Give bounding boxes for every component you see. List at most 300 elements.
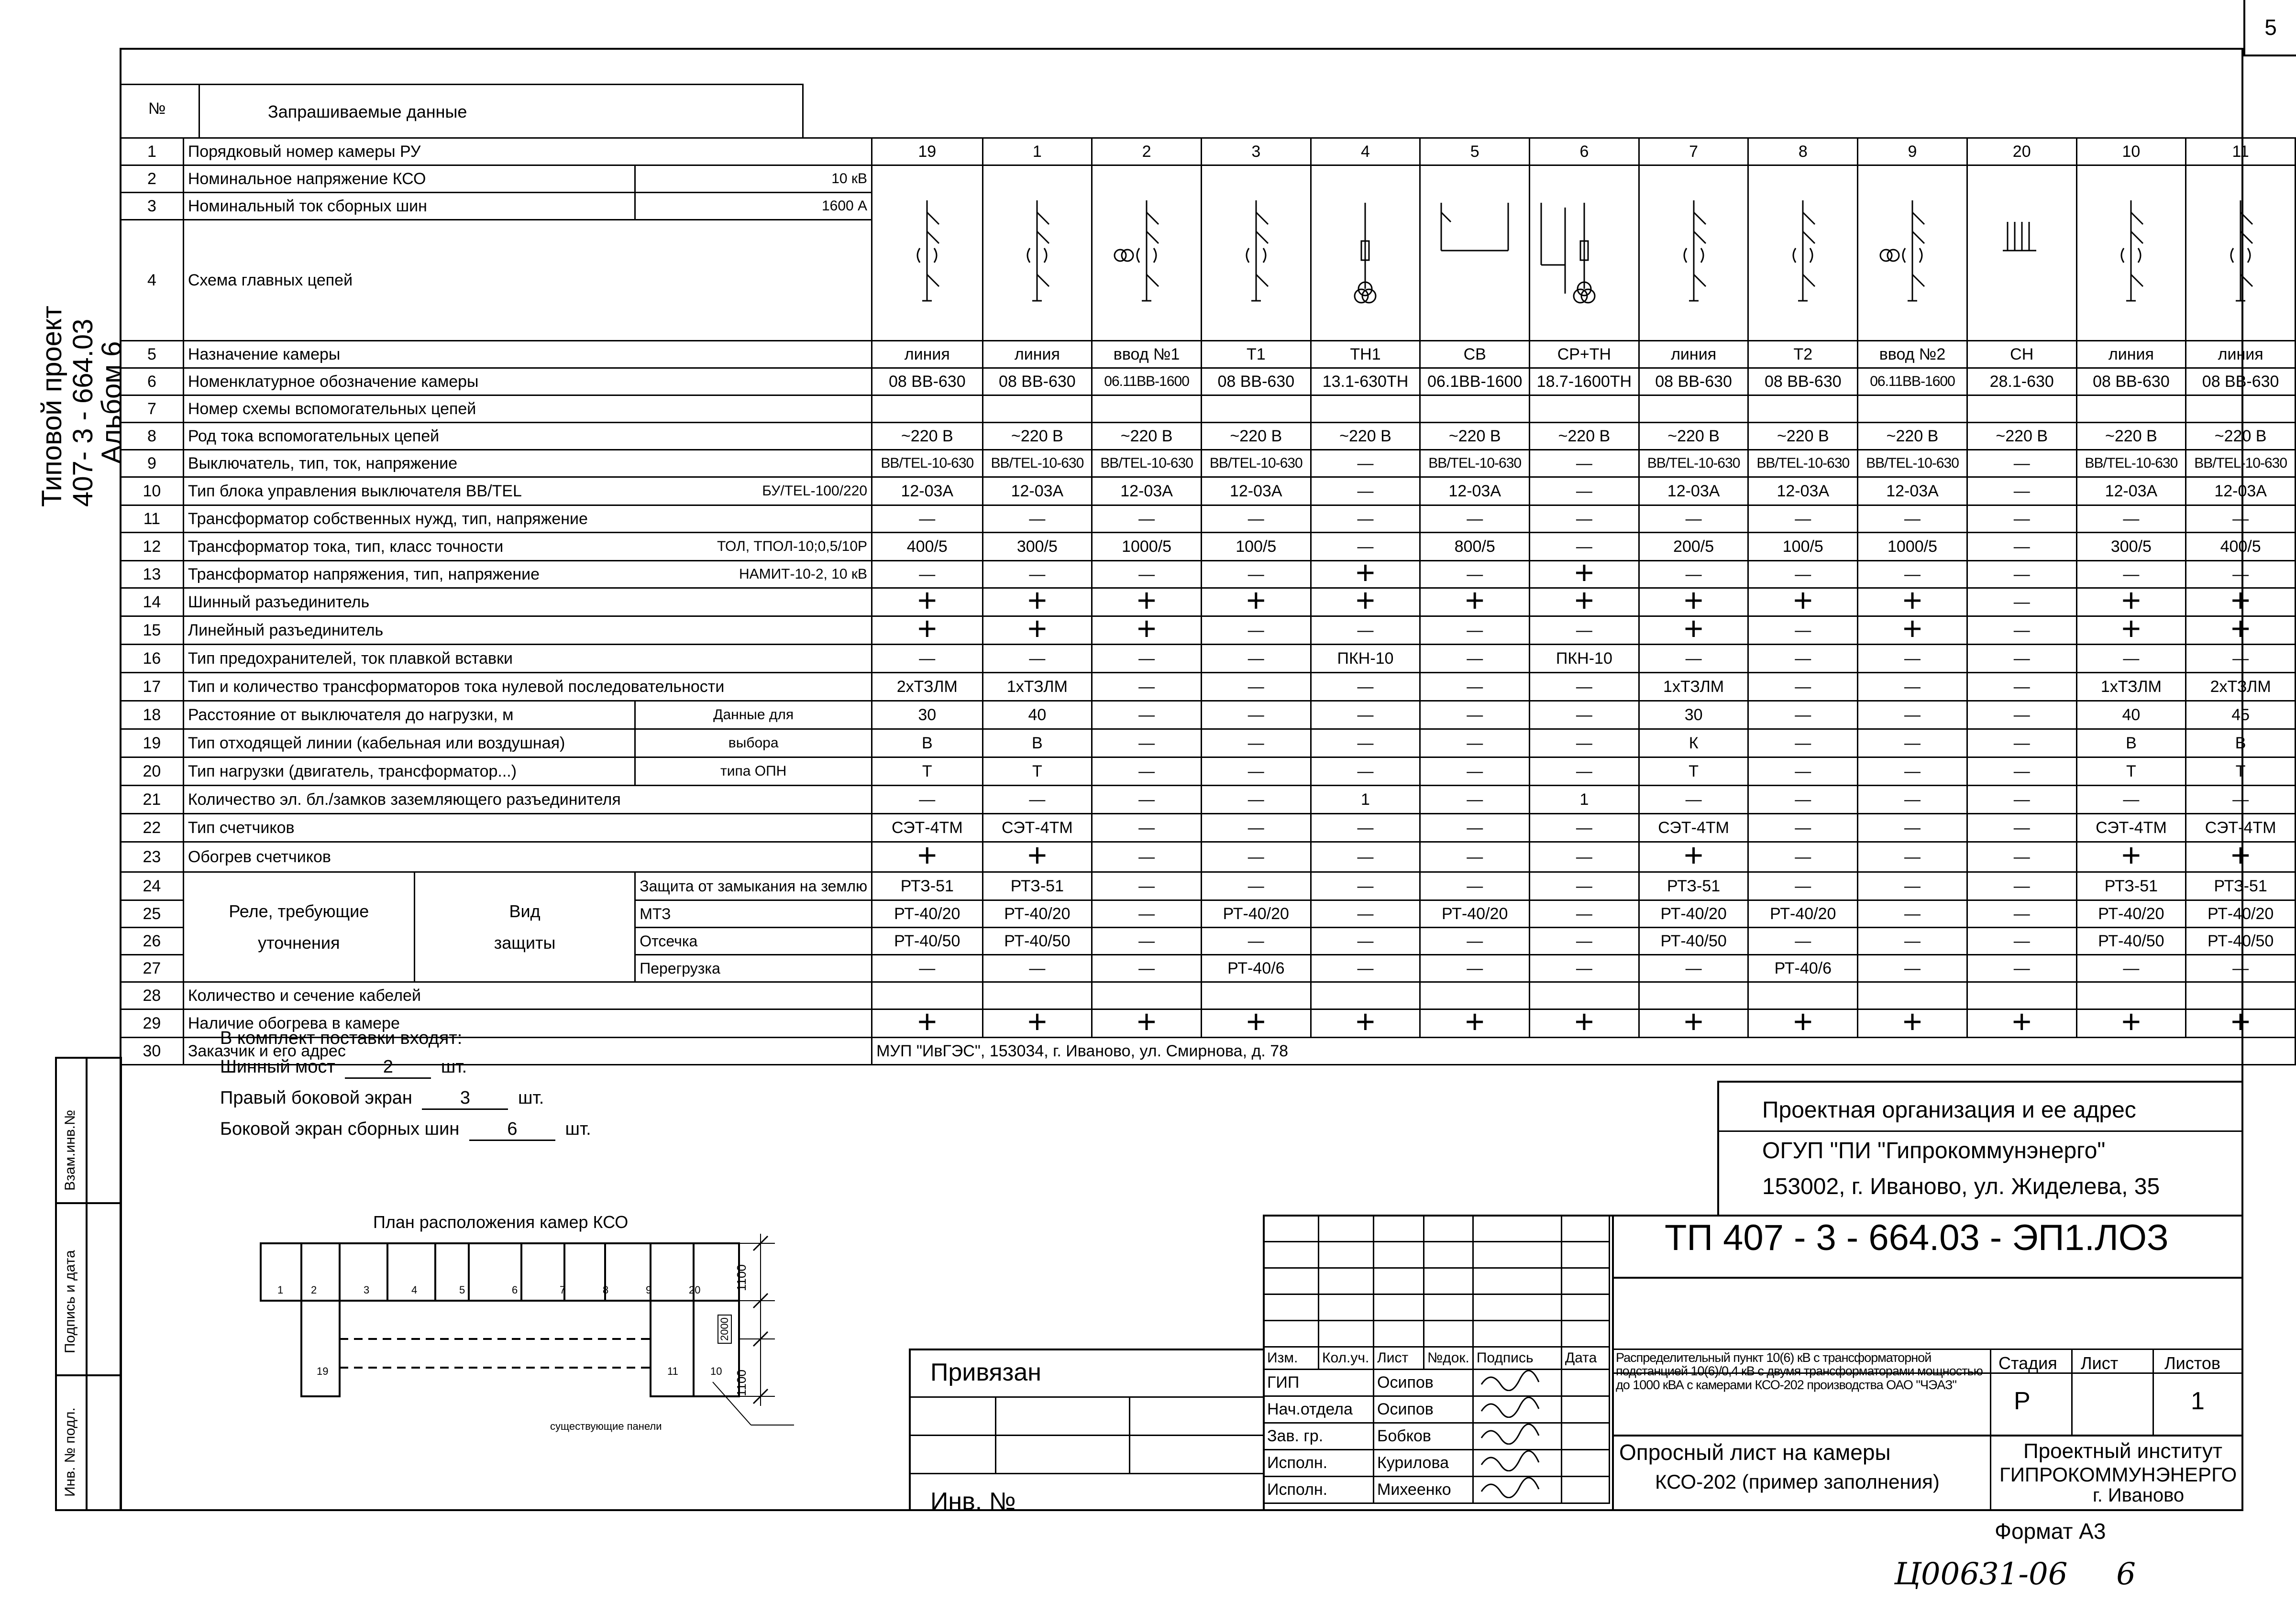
- cell-value: +: [2186, 588, 2296, 616]
- plan-cell-label: 9: [646, 1284, 652, 1296]
- table-row: [121, 341, 2296, 368]
- cell-value: [1748, 982, 1858, 1009]
- cell-value: ВВ/TEL-10-630: [1639, 450, 1748, 477]
- cell-value: 300/5: [982, 533, 1092, 561]
- row-number: 19: [121, 729, 184, 757]
- stamp-signature: [1473, 1370, 1561, 1396]
- stamp-role: Нач.отдела: [1264, 1396, 1374, 1423]
- cell-value: —: [1311, 814, 1420, 842]
- cell-value: ~220 В: [982, 423, 1092, 450]
- scheme-cell: [1311, 165, 1420, 341]
- cell-value: —: [872, 505, 982, 533]
- table-row: [121, 842, 2296, 872]
- cell-value: 12-03А: [1092, 477, 1202, 505]
- cell-value: —: [1420, 814, 1530, 842]
- cell-value: 08 ВВ-630: [1748, 368, 1858, 395]
- cell-value: —: [1639, 786, 1748, 814]
- table-row: [121, 423, 2296, 450]
- cell-value: 06.1ВВ-1600: [1420, 368, 1530, 395]
- cell-value: —: [1092, 955, 1202, 982]
- cell-value: —: [1858, 645, 1967, 673]
- cell-value: +: [1967, 1009, 2076, 1038]
- cell-value: +: [1201, 1009, 1311, 1038]
- stamp-name: Михеенко: [1374, 1477, 1473, 1503]
- plan-dim-2: 2000: [718, 1315, 732, 1344]
- cell-value: ВВ/TEL-10-630: [1092, 450, 1202, 477]
- scheme-cell: [1201, 165, 1311, 341]
- cell-value: —: [1201, 616, 1311, 645]
- cell-value: —: [1311, 673, 1420, 701]
- cell-value: —: [1420, 616, 1530, 645]
- cell-value: —: [2076, 786, 2186, 814]
- plan-cell-label: 5: [459, 1284, 465, 1296]
- cell-value: 18.7-1600ТН: [1530, 368, 1639, 395]
- stamp-col-header: Кол.уч.: [1319, 1347, 1374, 1370]
- cell-value: линия: [872, 341, 982, 368]
- kit-label: Боковой экран сборных шин: [220, 1119, 460, 1139]
- plan-cell-label: 1: [277, 1284, 284, 1296]
- stamp-role: Зав. гр.: [1264, 1423, 1374, 1450]
- cell-value: —: [1967, 842, 2076, 872]
- cell-value: Т: [1639, 757, 1748, 786]
- cell-value: 1хТЗЛМ: [982, 673, 1092, 701]
- cell-value: —: [1530, 842, 1639, 872]
- sheet-header: Лист: [2081, 1353, 2119, 1373]
- cell-value: +: [2076, 842, 2186, 872]
- cell-value: —: [1639, 561, 1748, 588]
- stamp-role: Исполн.: [1264, 1450, 1374, 1477]
- header-data: Запрашиваемые данные: [268, 102, 467, 121]
- stamp-col-header: Лист: [1374, 1347, 1424, 1370]
- stamp-date: [1561, 1477, 1609, 1503]
- header-no: №: [148, 99, 166, 118]
- cell-value: Т1: [1201, 341, 1311, 368]
- cell-value: 12-03А: [1858, 477, 1967, 505]
- cell-value: ВВ/TEL-10-630: [1420, 450, 1530, 477]
- cell-value: [1748, 395, 1858, 423]
- cell-value: —: [1530, 928, 1639, 955]
- cell-value: —: [1311, 872, 1420, 900]
- cell-value: Т: [2076, 757, 2186, 786]
- cell-value: —: [1201, 786, 1311, 814]
- cell-value: —: [982, 955, 1092, 982]
- row-label: Тип отходящей линии (кабельная или воздушная): [183, 729, 635, 757]
- camera-number: 7: [1639, 138, 1748, 165]
- cell-value: ~220 В: [1201, 423, 1311, 450]
- cell-value: —: [1311, 450, 1420, 477]
- table-row: [121, 701, 2296, 729]
- cell-value: —: [2186, 955, 2296, 982]
- table-row: [121, 138, 2296, 165]
- cell-value: ВВ/TEL-10-630: [982, 450, 1092, 477]
- cell-value: 08 ВВ-630: [2076, 368, 2186, 395]
- stamp-role: ГИП: [1264, 1370, 1374, 1396]
- cell-value: —: [1967, 955, 2076, 982]
- cell-value: —: [2186, 786, 2296, 814]
- plan-cell-label: 6: [512, 1284, 518, 1296]
- stamp-date: [1561, 1423, 1609, 1450]
- cell-value: РТ-40/50: [2076, 928, 2186, 955]
- relay-group-c: Вид: [509, 901, 541, 921]
- camera-number: 5: [1420, 138, 1530, 165]
- plan-cell-label: 3: [364, 1284, 370, 1296]
- cell-value: —: [1530, 533, 1639, 561]
- stamp-name: Курилова: [1374, 1450, 1473, 1477]
- row-number: 4: [121, 220, 184, 341]
- cell-value: +: [1530, 1009, 1639, 1038]
- relay-group: [183, 872, 635, 982]
- row-label: Количество и сечение кабелей: [183, 982, 872, 1009]
- cell-value: 12-03А: [1201, 477, 1311, 505]
- row-number: 10: [121, 477, 184, 505]
- cell-value: —: [2076, 955, 2186, 982]
- cell-value: 12-03А: [1748, 477, 1858, 505]
- row-number: 27: [121, 955, 184, 982]
- cell-value: 2хТЗЛМ: [872, 673, 982, 701]
- cell-value: +: [1858, 588, 1967, 616]
- row-number: 15: [121, 616, 184, 645]
- cell-value: +: [872, 588, 982, 616]
- cell-value: —: [1967, 786, 2076, 814]
- cell-value: +: [1201, 588, 1311, 616]
- cell-value: —: [1420, 757, 1530, 786]
- row-label: Тип блока управления выключателя ВВ/TEL: [183, 477, 635, 505]
- table-row: [121, 368, 2296, 395]
- inv-label: Инв. №: [930, 1488, 1016, 1515]
- cell-value: —: [1092, 645, 1202, 673]
- cell-value: +: [1639, 616, 1748, 645]
- cell-value: —: [1092, 505, 1202, 533]
- org-block: [1717, 1081, 2243, 1215]
- row-extra: 10 кВ: [635, 165, 872, 193]
- cell-value: —: [1967, 561, 2076, 588]
- cell-value: —: [1420, 645, 1530, 673]
- cell-value: —: [1530, 900, 1639, 928]
- cell-value: РТ-40/20: [872, 900, 982, 928]
- cell-value: [1967, 982, 2076, 1009]
- row-label: Трансформатор собственных нужд, тип, напряжение: [183, 505, 872, 533]
- cell-value: —: [1748, 842, 1858, 872]
- cell-value: —: [1748, 645, 1858, 673]
- org-header: Проектная организация и ее адрес: [1762, 1097, 2136, 1123]
- cell-value: 08 ВВ-630: [1201, 368, 1311, 395]
- plan-drawing: [254, 1224, 804, 1482]
- row-label: Заказчик и его адрес: [183, 1038, 872, 1065]
- cell-value: +: [1092, 1009, 1202, 1038]
- cell-value: 1: [1530, 786, 1639, 814]
- cell-value: РТ-40/50: [2186, 928, 2296, 955]
- row-number: 22: [121, 814, 184, 842]
- cell-value: —: [1311, 729, 1420, 757]
- cell-value: —: [1639, 955, 1748, 982]
- cell-value: ~220 В: [1748, 423, 1858, 450]
- cell-value: СЭТ-4ТМ: [2076, 814, 2186, 842]
- cell-value: —: [1967, 701, 2076, 729]
- cell-value: —: [1748, 561, 1858, 588]
- kit-label: Правый боковой экран: [220, 1088, 412, 1108]
- cell-value: [1639, 395, 1748, 423]
- cell-value: —: [1092, 729, 1202, 757]
- cell-value: 1000/5: [1092, 533, 1202, 561]
- cell-value: ~220 В: [2076, 423, 2186, 450]
- cell-value: —: [872, 645, 982, 673]
- cell-value: —: [1420, 928, 1530, 955]
- cell-value: —: [1967, 616, 2076, 645]
- scheme-cell: [1748, 165, 1858, 341]
- cell-value: 12-03А: [2076, 477, 2186, 505]
- cell-value: —: [1967, 729, 2076, 757]
- cell-value: +: [1748, 1009, 1858, 1038]
- cell-value: —: [1201, 505, 1311, 533]
- cell-value: 200/5: [1639, 533, 1748, 561]
- cell-value: —: [1967, 928, 2076, 955]
- cell-value: 1000/5: [1858, 533, 1967, 561]
- row-label: Расстояние от выключателя до нагрузки, м: [183, 701, 635, 729]
- table-row: [121, 533, 2296, 561]
- kit-unit: шт.: [441, 1057, 467, 1077]
- scheme-cell: [872, 165, 982, 341]
- doc-title-1: Опросный лист на камеры: [1619, 1440, 1891, 1465]
- cell-value: ~220 В: [1420, 423, 1530, 450]
- cell-value: [982, 395, 1092, 423]
- cell-value: +: [1420, 588, 1530, 616]
- cell-value: —: [1311, 701, 1420, 729]
- cell-value: —: [1748, 928, 1858, 955]
- cell-value: —: [2186, 505, 2296, 533]
- kit-label: Шинный мост: [220, 1057, 335, 1077]
- scheme-cell: [982, 165, 1092, 341]
- row-label: Наличие обогрева в камере: [183, 1009, 872, 1038]
- row-number: 24: [121, 872, 184, 900]
- cell-value: РТ-40/20: [2076, 900, 2186, 928]
- cell-value: —: [1858, 955, 1967, 982]
- row-label: Тип нагрузки (двигатель, трансформатор...): [183, 757, 635, 786]
- cell-value: —: [2186, 645, 2296, 673]
- cell-value: РТ-40/20: [2186, 900, 2296, 928]
- cell-value: —: [1092, 842, 1202, 872]
- cell-value: —: [1748, 814, 1858, 842]
- cell-value: —: [1311, 928, 1420, 955]
- cell-value: ~220 В: [872, 423, 982, 450]
- cell-value: [1311, 395, 1420, 423]
- cell-value: ВВ/TEL-10-630: [2076, 450, 2186, 477]
- cell-value: —: [1201, 872, 1311, 900]
- cell-value: СЭТ-4ТМ: [2186, 814, 2296, 842]
- cell-value: —: [1420, 701, 1530, 729]
- cell-value: 1хТЗЛМ: [2076, 673, 2186, 701]
- camera-number: 10: [2076, 138, 2186, 165]
- stamp-description: Распределительный пункт 10(6) кВ с трансформаторной подстанцией 10(6)/0,4 кВ с двумя трансформаторами мощностью до 1000 кВА с камерами КСО-202 производства ОАО "ЧЭАЗ": [1616, 1350, 1983, 1392]
- plan-cell-label: 10: [710, 1365, 722, 1377]
- table-row: [121, 645, 2296, 673]
- cell-value: —: [1530, 955, 1639, 982]
- row-extra: выбора: [635, 729, 872, 757]
- cell-value: +: [1311, 561, 1420, 588]
- stamp-signature: [1473, 1450, 1561, 1477]
- scheme-cell: [1639, 165, 1748, 341]
- questionnaire-grid: [120, 137, 2296, 1065]
- cell-value: 100/5: [1201, 533, 1311, 561]
- table-row: [121, 395, 2296, 423]
- cell-value: [982, 982, 1092, 1009]
- org-name: ОГУП "ПИ "Гипрокоммунэнерго": [1762, 1138, 2106, 1163]
- sheets-header: Листов: [2164, 1353, 2220, 1373]
- stamp-table: [1263, 1215, 1610, 1504]
- plan-cell-label: 8: [603, 1284, 609, 1296]
- cell-value: —: [1420, 842, 1530, 872]
- cell-value: ввод №1: [1092, 341, 1202, 368]
- page-number-box: [2243, 0, 2296, 56]
- camera-number: 6: [1530, 138, 1639, 165]
- row-label: Обогрев счетчиков: [183, 842, 872, 872]
- cell-value: —: [982, 786, 1092, 814]
- side-title-2: 407- 3 - 664.03: [67, 318, 99, 507]
- row-number: 23: [121, 842, 184, 872]
- side-title-1: Типовой проект: [36, 306, 67, 507]
- cell-value: 28.1-630: [1967, 368, 2076, 395]
- cell-value: РТЗ-51: [2186, 872, 2296, 900]
- cell-value: —: [1311, 842, 1420, 872]
- row-number: 21: [121, 786, 184, 814]
- cell-value: СЭТ-4ТМ: [1639, 814, 1748, 842]
- cell-value: —: [1748, 729, 1858, 757]
- row-label: Номинальный ток сборных шин: [183, 193, 635, 220]
- row-extra: 1600 А: [635, 193, 872, 220]
- cell-value: [1311, 982, 1420, 1009]
- cell-value: +: [2076, 588, 2186, 616]
- row-label: Род тока вспомогательных цепей: [183, 423, 872, 450]
- relay-type: Перегрузка: [635, 955, 872, 982]
- cell-value: —: [1201, 842, 1311, 872]
- table-row: [121, 814, 2296, 842]
- bound-label: Привязан: [930, 1359, 1042, 1386]
- table-row: [121, 786, 2296, 814]
- cell-value: —: [1967, 900, 2076, 928]
- scheme-cell: [1967, 165, 2076, 341]
- cell-value: —: [1311, 757, 1420, 786]
- table-row: [121, 872, 2296, 900]
- cell-value: РТ-40/50: [872, 928, 982, 955]
- row-label: Назначение камеры: [183, 341, 872, 368]
- cell-value: —: [1639, 645, 1748, 673]
- cell-value: +: [982, 842, 1092, 872]
- kit-qty: 3: [422, 1088, 508, 1110]
- kit-unit: шт.: [518, 1088, 544, 1108]
- cell-value: +: [872, 842, 982, 872]
- table-row: [121, 616, 2296, 645]
- cell-value: РТ-40/50: [1639, 928, 1748, 955]
- stamp-col-header: Подпись: [1473, 1347, 1561, 1370]
- cell-value: —: [1092, 872, 1202, 900]
- kit-item-1: [220, 1057, 467, 1079]
- cell-value: —: [1311, 533, 1420, 561]
- cell-value: РТ-40/20: [982, 900, 1092, 928]
- cell-value: 06.11ВВ-1600: [1092, 368, 1202, 395]
- cell-value: линия: [982, 341, 1092, 368]
- inst-3: г. Иваново: [2093, 1485, 2185, 1506]
- doc-title-2: КСО-202 (пример заполнения): [1655, 1470, 1940, 1493]
- cell-value: +: [982, 588, 1092, 616]
- cell-value: 08 ВВ-630: [1639, 368, 1748, 395]
- kit-title: В комплект поставки входят:: [220, 1028, 463, 1048]
- cell-value: СР+ТН: [1530, 341, 1639, 368]
- row-label: Тип счетчиков: [183, 814, 872, 842]
- plan-cell-label: 4: [411, 1284, 418, 1296]
- cell-value: +: [1311, 588, 1420, 616]
- cell-value: [2186, 982, 2296, 1009]
- camera-number: 2: [1092, 138, 1202, 165]
- cell-value: 800/5: [1420, 533, 1530, 561]
- row-label: Номинальное напряжение КСО: [183, 165, 635, 193]
- cell-value: —: [1092, 673, 1202, 701]
- cell-value: ввод №2: [1858, 341, 1967, 368]
- cell-value: —: [982, 505, 1092, 533]
- cell-value: РТ-40/20: [1420, 900, 1530, 928]
- doc-code: ТП 407 - 3 - 664.03 - ЭП1.ЛОЗ: [1665, 1217, 2169, 1258]
- table-row: [121, 561, 2296, 588]
- cell-value: 06.11ВВ-1600: [1858, 368, 1967, 395]
- cell-value: —: [1420, 505, 1530, 533]
- row-number: 3: [121, 193, 184, 220]
- row-number: 29: [121, 1009, 184, 1038]
- page-number: 5: [2264, 15, 2277, 40]
- row-label: Шинный разъединитель: [183, 588, 872, 616]
- stamp-name: Бобков: [1374, 1423, 1473, 1450]
- stamp-col-header: Изм.: [1264, 1347, 1319, 1370]
- cell-value: В: [872, 729, 982, 757]
- cell-value: 40: [2076, 701, 2186, 729]
- cell-value: В: [2076, 729, 2186, 757]
- cell-value: +: [982, 616, 1092, 645]
- table-row: [121, 165, 2296, 193]
- camera-number: 3: [1201, 138, 1311, 165]
- inst-2: ГИПРОКОММУНЭНЕРГО: [1999, 1463, 2237, 1486]
- relay-group-a: Реле, требующие: [229, 901, 369, 921]
- cell-value: 30: [872, 701, 982, 729]
- stamp-name: Осипов: [1374, 1370, 1473, 1396]
- cell-value: —: [1201, 814, 1311, 842]
- row-number: 6: [121, 368, 184, 395]
- cell-value: —: [982, 561, 1092, 588]
- cell-value: [1201, 395, 1311, 423]
- cell-value: РТ-40/6: [1748, 955, 1858, 982]
- cell-value: +: [1858, 1009, 1967, 1038]
- row-extra: НАМИТ-10-2, 10 кВ: [635, 561, 872, 588]
- cell-value: +: [2186, 616, 2296, 645]
- scheme-cell: [1530, 165, 1639, 341]
- stamp-date: [1561, 1370, 1609, 1396]
- row-label: Номер схемы вспомогательных цепей: [183, 395, 872, 423]
- row-label: Тип и количество трансформаторов тока нулевой последовательности: [183, 673, 872, 701]
- cell-value: +: [1092, 616, 1202, 645]
- row-number: 11: [121, 505, 184, 533]
- cell-value: 30: [1639, 701, 1748, 729]
- cell-value: [1420, 395, 1530, 423]
- row-number: 16: [121, 645, 184, 673]
- cell-value: —: [1092, 900, 1202, 928]
- cell-value: ТН1: [1311, 341, 1420, 368]
- cell-value: +: [1530, 561, 1639, 588]
- cell-value: —: [1311, 477, 1420, 505]
- row-label: Номенклатурное обозначение камеры: [183, 368, 872, 395]
- scheme-cell: [1858, 165, 1967, 341]
- cell-value: +: [2186, 842, 2296, 872]
- row-label: Схема главных цепей: [183, 220, 872, 341]
- row-number: 28: [121, 982, 184, 1009]
- cell-value: ВВ/TEL-10-630: [872, 450, 982, 477]
- cell-value: ~220 В: [1530, 423, 1639, 450]
- cell-value: —: [1092, 701, 1202, 729]
